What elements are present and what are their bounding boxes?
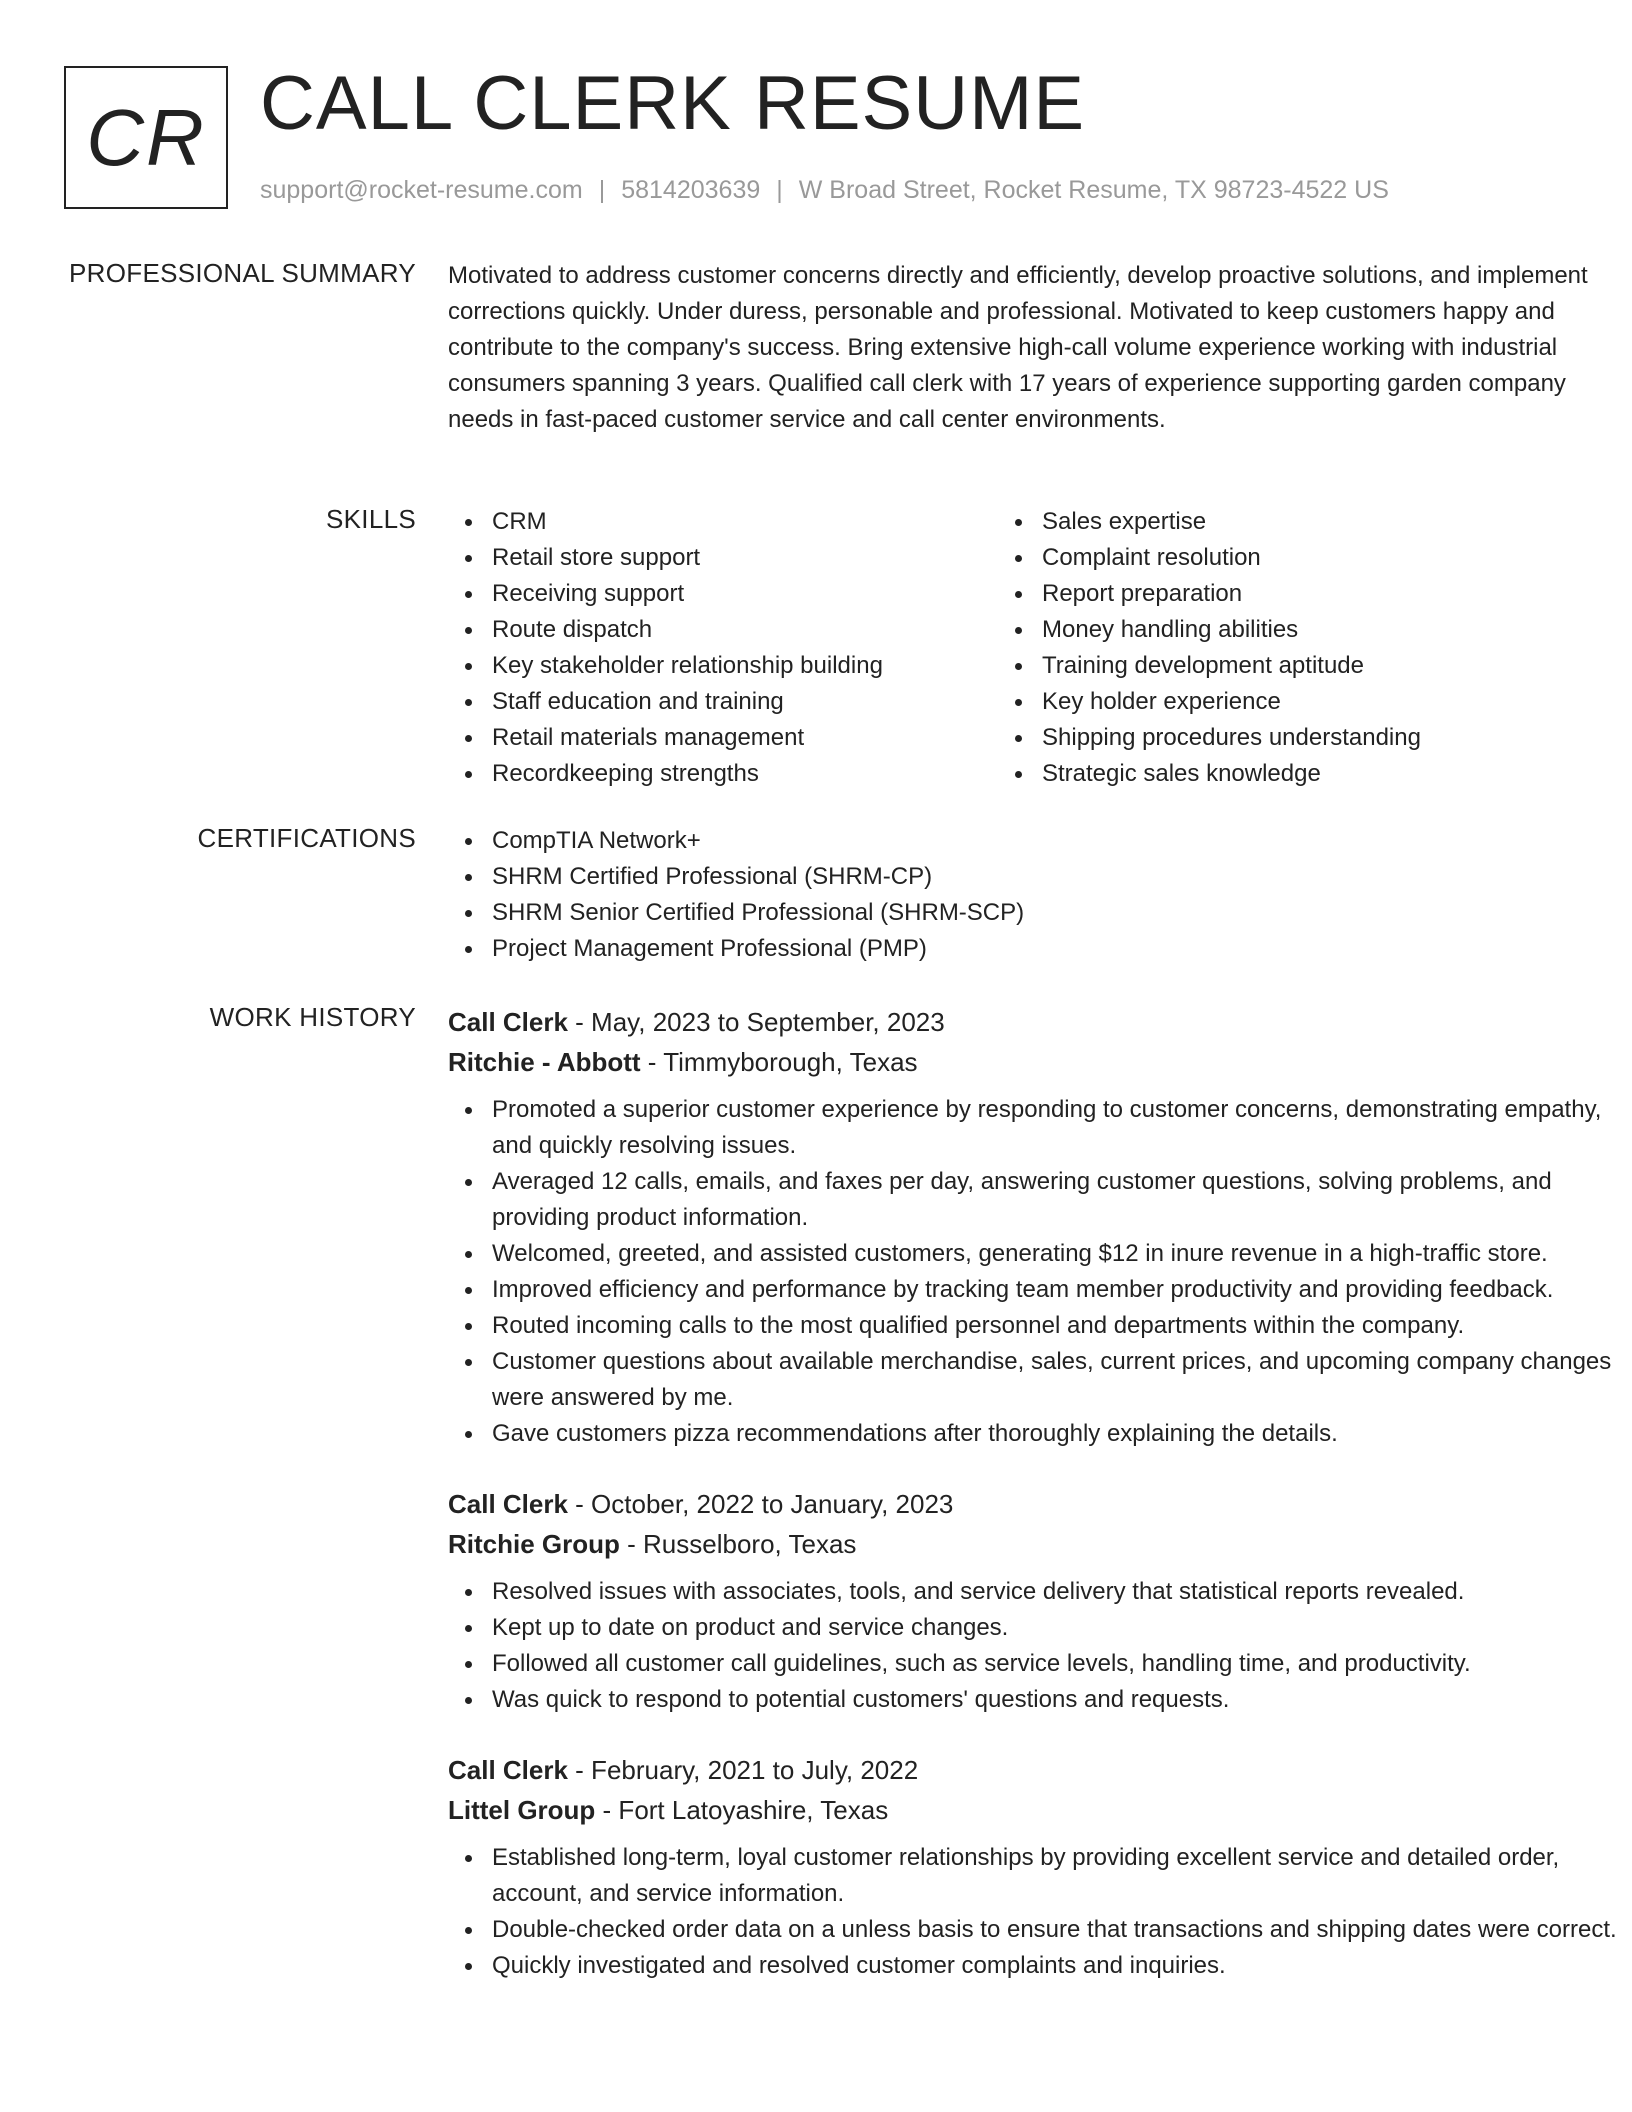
job-bullet: Kept up to date on product and service changes. [448, 1610, 1628, 1646]
job-entry [448, 1484, 1628, 1718]
job-bullets [448, 1574, 1628, 1718]
job-title-line [448, 1484, 1628, 1524]
resume-title: CALL CLERK RESUME [260, 61, 1086, 146]
resume-header [64, 61, 1584, 210]
section-label-work-history: WORK HISTORY [209, 1002, 416, 1032]
job-title-line [448, 1002, 1628, 1042]
summary-text: Motivated to address customer concerns directly and efficiently, develop proactive solutions, and implement corrections quickly. Under duress, personable and professional. Motivated to keep customers happy and contribute to the company's success. Bring extensive high-call volume experience working with industrial consumers spanning 3 years. Qualified call clerk with 17 years of experience supporting garden company needs in fast-paced customer service and call center environments. [448, 262, 1588, 433]
job-entry [448, 1750, 1628, 1984]
contact-separator: | [598, 176, 606, 204]
job-title: Call Clerk [448, 1007, 568, 1037]
skill-item: Key holder experience [998, 684, 1548, 720]
job-dates: - May, 2023 to September, 2023 [567, 1007, 945, 1037]
contact-line [260, 176, 1389, 205]
certifications-body [448, 823, 1628, 967]
job-bullet: Followed all customer call guidelines, such as service levels, handling time, and productivity. [448, 1646, 1628, 1682]
job-bullets [448, 1840, 1628, 1984]
monogram-initials: CR [86, 92, 206, 182]
job-bullets [448, 1092, 1628, 1452]
job-bullet: Welcomed, greeted, and assisted customers, generating $12 in inure revenue in a high-traffic store. [448, 1236, 1628, 1272]
job-bullet: Resolved issues with associates, tools, and service delivery that statistical reports revealed. [448, 1574, 1628, 1610]
job-company-line [448, 1790, 1628, 1830]
skill-item: Key stakeholder relationship building [448, 648, 998, 684]
job-location: - Russelboro, Texas [619, 1529, 857, 1559]
job-dates: - October, 2022 to January, 2023 [567, 1489, 954, 1519]
job-title: Call Clerk [448, 1489, 568, 1519]
certification-item: CompTIA Network+ [448, 823, 1628, 859]
job-company-line [448, 1042, 1628, 1082]
contact-email[interactable]: support@rocket-resume.com [260, 176, 583, 204]
certification-item: Project Management Professional (PMP) [448, 931, 1628, 967]
skill-item: Sales expertise [998, 504, 1548, 540]
skill-item: Strategic sales knowledge [998, 756, 1548, 792]
contact-phone[interactable]: 5814203639 [621, 176, 761, 204]
skills-list-left [448, 504, 998, 792]
skill-item: Report preparation [998, 576, 1548, 612]
job-title-line [448, 1750, 1628, 1790]
job-bullet: Gave customers pizza recommendations after thoroughly explaining the details. [448, 1416, 1628, 1452]
certification-item: SHRM Certified Professional (SHRM-CP) [448, 859, 1628, 895]
job-entry [448, 1002, 1628, 1452]
certification-item: SHRM Senior Certified Professional (SHRM-SCP) [448, 895, 1628, 931]
job-location: - Timmyborough, Texas [640, 1047, 918, 1077]
job-company-line [448, 1524, 1628, 1564]
job-bullet: Established long-term, loyal customer relationships by providing excellent service and detailed order, account, and service information. [448, 1840, 1628, 1912]
skill-item: Complaint resolution [998, 540, 1548, 576]
work-history-body [448, 1002, 1628, 1984]
skill-item: Money handling abilities [998, 612, 1548, 648]
skill-item: Training development aptitude [998, 648, 1548, 684]
job-bullet: Double-checked order data on a unless basis to ensure that transactions and shipping dates were correct. [448, 1912, 1628, 1948]
contact-separator: | [776, 176, 783, 204]
skill-item: Shipping procedures understanding [998, 720, 1548, 756]
job-title: Call Clerk [448, 1755, 568, 1785]
job-company: Ritchie - Abbott [448, 1047, 641, 1077]
job-bullet: Quickly investigated and resolved customer complaints and inquiries. [448, 1948, 1628, 1984]
section-label-certifications: CERTIFICATIONS [197, 823, 416, 853]
skill-item: Route dispatch [448, 612, 998, 648]
skill-item: Retail materials management [448, 720, 998, 756]
job-bullet: Averaged 12 calls, emails, and faxes per day, answering customer questions, solving problems, and providing product information. [448, 1164, 1628, 1236]
job-bullet: Customer questions about available merchandise, sales, current prices, and upcoming company changes were answered by me. [448, 1344, 1628, 1416]
job-bullet: Promoted a superior customer experience by responding to customer concerns, demonstrating empathy, and quickly resolving issues. [448, 1092, 1628, 1164]
skill-item: Recordkeeping strengths [448, 756, 998, 792]
job-bullet: Was quick to respond to potential customers' questions and requests. [448, 1682, 1628, 1718]
skills-grid [448, 504, 1628, 792]
skill-item: CRM [448, 504, 998, 540]
monogram-box [64, 66, 228, 209]
contact-address: W Broad Street, Rocket Resume, TX 98723-4522 US [798, 176, 1389, 204]
job-company: Littel Group [448, 1795, 596, 1825]
section-label-skills: SKILLS [326, 504, 416, 534]
certifications-list [448, 823, 1628, 967]
job-bullet: Routed incoming calls to the most qualified personnel and departments within the company. [448, 1308, 1628, 1344]
skill-item: Staff education and training [448, 684, 998, 720]
skill-item: Receiving support [448, 576, 998, 612]
job-company: Ritchie Group [448, 1529, 620, 1559]
job-location: - Fort Latoyashire, Texas [595, 1795, 889, 1825]
section-label-summary: PROFESSIONAL SUMMARY [69, 258, 416, 288]
job-bullet: Improved efficiency and performance by tracking team member productivity and providing feedback. [448, 1272, 1628, 1308]
skills-list-right [998, 504, 1548, 792]
skill-item: Retail store support [448, 540, 998, 576]
job-dates: - February, 2021 to July, 2022 [567, 1755, 919, 1785]
